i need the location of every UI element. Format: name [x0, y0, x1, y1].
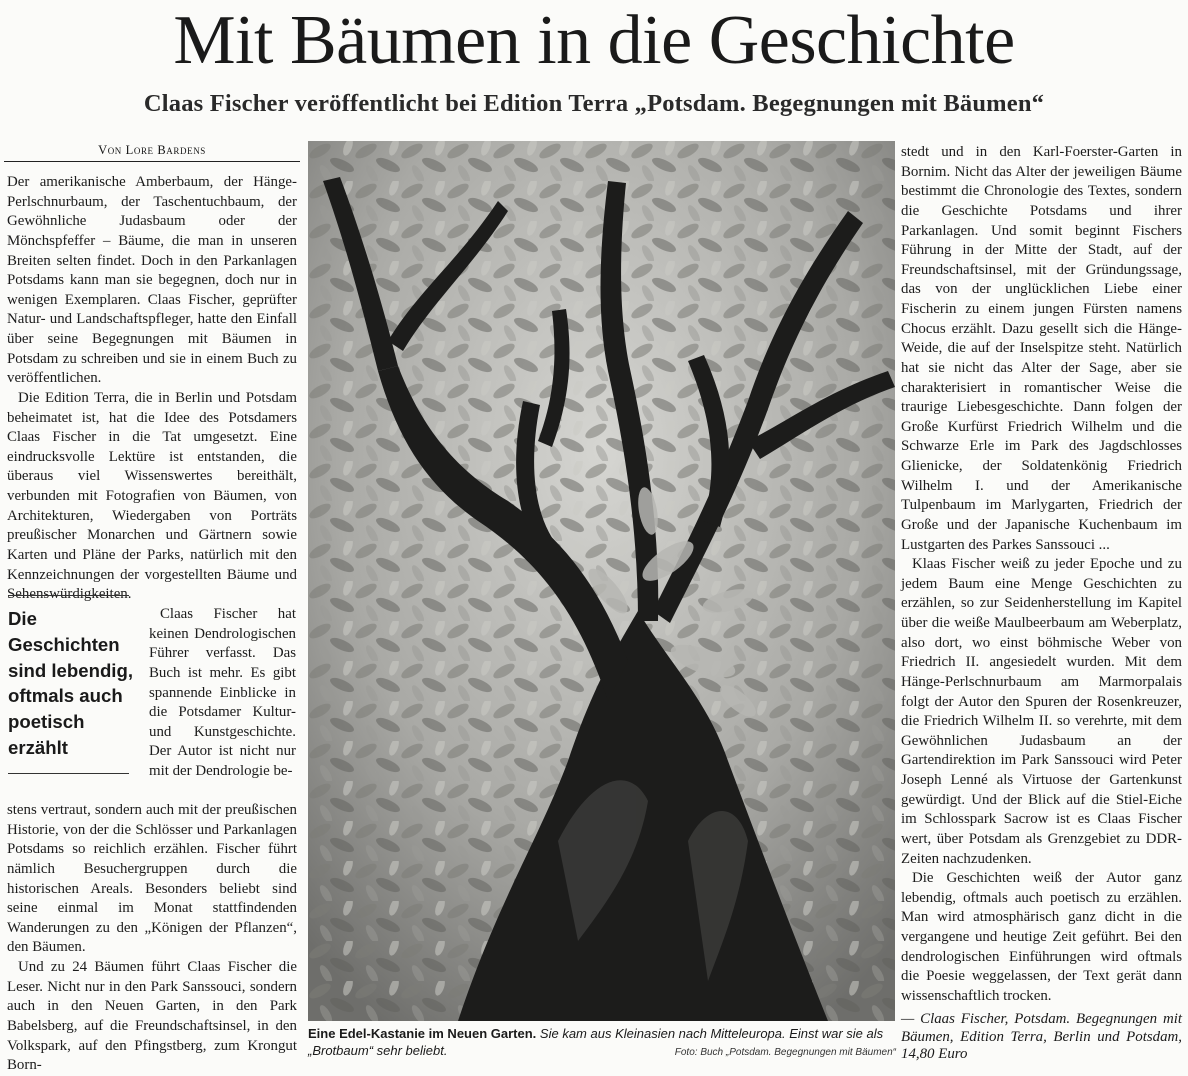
- pull-quote: Die Geschichten sind lebendig, oftmals auch poetisch erzählt: [8, 608, 133, 758]
- caption-quote: „Brotbaum“: [308, 1043, 374, 1058]
- paragraph: stedt und in den Karl-Foerster-Garten in Bornim. Nicht das Alter der jeweiligen Bäume bestimmt die Chronologie des Textes, sondern die Geschichte Potsdams und ihrer Parkanlagen. Und somit beginnt Fischers Führung in der Mitte der Stadt, auf der Freundschaftsinsel, mit der Gründungssage, das von der unglücklichen Liebe einer Fischerin zu einem jungen Fürsten namens Chocus erzählt. Dazu gesellt sich die Hänge-Weide, die auf der Inselspitze steht. Natürlich hat sie nicht das Alter der Sage, aber sie charakterisiert in romantischer Weise die traurige Liebesgeschichte. Dann folgen der Große Kurfürst Friedrich Wilhelm und die Schwarze Erle im Park des Jagdschlosses Glienicke, der Soldatenkönig Friedrich Wilhelm I. und der Amerikanische Tulpenbaum im Marlygarten, Friedrich der Große und der Japanische Kuchenbaum im Lustgarten des Parkes Sanssouci ...: [901, 144, 1182, 553]
- pull-quote-rule-bottom: [8, 773, 129, 774]
- paragraph: Klaas Fischer weiß zu jeder Epoche und zu jedem Baum eine Menge Geschichten zu erzählen, so zur Seidenherstellung im Kapitel über die weiße Maulbeerbaum am Weberplatz, also dort, wo einst böhmische Weber von Friedrich II. angesiedelt wurden. Mit dem Hänge-Perlschnurbaum am Marmorpalais folgt der Autor den Spuren der Rosenkreuzer, die Friedrich Wilhelm II. so verehrte, mit dem Gewöhnlichen Judasbaum an der Gartendirektion im Park Sanssouci wird Peter Joseph Lenné als Virtuose der Gartenkunst gewürdigt. Und der Blick auf die Stiel-Eiche im Schlosspark Sacrow ist es Claas Fischer wert, über Potsdam als Grenzgebiet zu DDR-Zeiten nachzudenken.: [901, 556, 1182, 867]
- subtitle: Claas Fischer veröffentlicht bei Edition Terra „Potsdam. Begegnungen mit Bäumen“: [143, 90, 1045, 117]
- byline: Von Lore Bardens: [4, 140, 300, 162]
- paragraph: Die Edition Terra, die in Berlin und Potsdam beheimatet ist, hat die Idee des Potsdamers Claas Fischer in die Tat umgesetzt. Eine eindrucksvolle Lektüre ist entstanden, die überaus viel Wissenswertes bereithält, verbunden mit Fotografien von Bäumen, von Architekturen, Wiedergaben von Porträts preußischer Monarchen und Gärtnern sowie Karten und Pläne der Parks, natürlich mit den Kennzeichnungen der vorgestellten Bäume und Sehenswürdigkeiten.: [7, 389, 297, 603]
- book-info: — Claas Fischer, Potsdam. Begegnungen mit Bäumen, Edition Terra, Berlin und Potsdam, 14,80 Euro: [901, 1011, 1182, 1062]
- pull-quote-rule-top: [8, 595, 129, 596]
- paragraph: stens vertraut, sondern auch mit der preußischen Historie, von der die Schlösser und Parkanlagen Potsdams so reichlich erzählen. Fischer führt nämlich Besuchergruppen durch die historischen Areals. Besonders beliebt sind seine einmal im Monat stattfindenden Wanderungen zu den „Königen der Pflanzen“, den Bäumen.: [7, 802, 297, 956]
- article-column-1-bottom: [7, 801, 297, 1076]
- caption-text-end: sehr beliebt.: [373, 1043, 448, 1058]
- article-column-1-top: [7, 173, 297, 605]
- tree-illustration: [308, 141, 895, 1021]
- paragraph: Und zu 24 Bäumen führt Claas Fischer die Leser. Nicht nur in den Park Sanssouci, sondern auch in den Neuen Garten, in den Park Babelsberg, auf die Freundschaftsinsel, in den Volkspark, auf den Pfingstberg, zum Krongut Born-: [7, 959, 297, 1074]
- paragraph: Die Geschichten weiß der Autor ganz lebendig, oftmals auch poetisch zu erzählen. Man wird atmosphärisch ganz dicht in die vergangene und heutige Zeit geführt. Bei den dendrologischen Einführungen wird oftmals die Poesie weggelassen, der Text gerät dann wissenschaftlich trocken.: [901, 870, 1182, 1004]
- caption-text: Sie kam aus Kleinasien nach Mitteleuropa. Einst war sie als: [539, 1026, 884, 1041]
- paragraph: Claas Fischer hat keinen Dendrologischen Führer verfasst. Das Buch ist mehr. Es gibt spannende Einblicke in die Potsdamer Kultur- und Kunstgeschichte. Der Autor ist nicht nur mit der Dendrologie be-: [149, 606, 296, 779]
- caption-title: Eine Edel-Kastanie im Neuen Garten.: [308, 1026, 537, 1041]
- article-column-3: [901, 143, 1182, 1007]
- paragraph: Der amerikanische Amberbaum, der Hänge-Perlschnurbaum, der Taschentuchbaum, der Gewöhnliche Judasbaum oder der Mönchspfeffer – Bäume, die man in unseren Breiten selten findet. Doch in den Parkanlagen Potsdams kann man sie begegnen, doch nur in wenigen Exemplaren. Claas Fischer, geprüfter Natur- und Landschaftspfleger, hatte den Einfall über seine Begegnungen mit Bäumen in Potsdam zu schreiben und sie in einem Buch zu veröffentlichen.: [7, 174, 297, 387]
- photo-credit: Foto: Buch „Potsdam. Begegnungen mit Bäumen“: [674, 1047, 896, 1058]
- headline: Mit Bäumen in die Geschichte: [173, 2, 1015, 79]
- article-column-1-narrow: [149, 605, 296, 782]
- chestnut-tree-photo: [308, 141, 895, 1021]
